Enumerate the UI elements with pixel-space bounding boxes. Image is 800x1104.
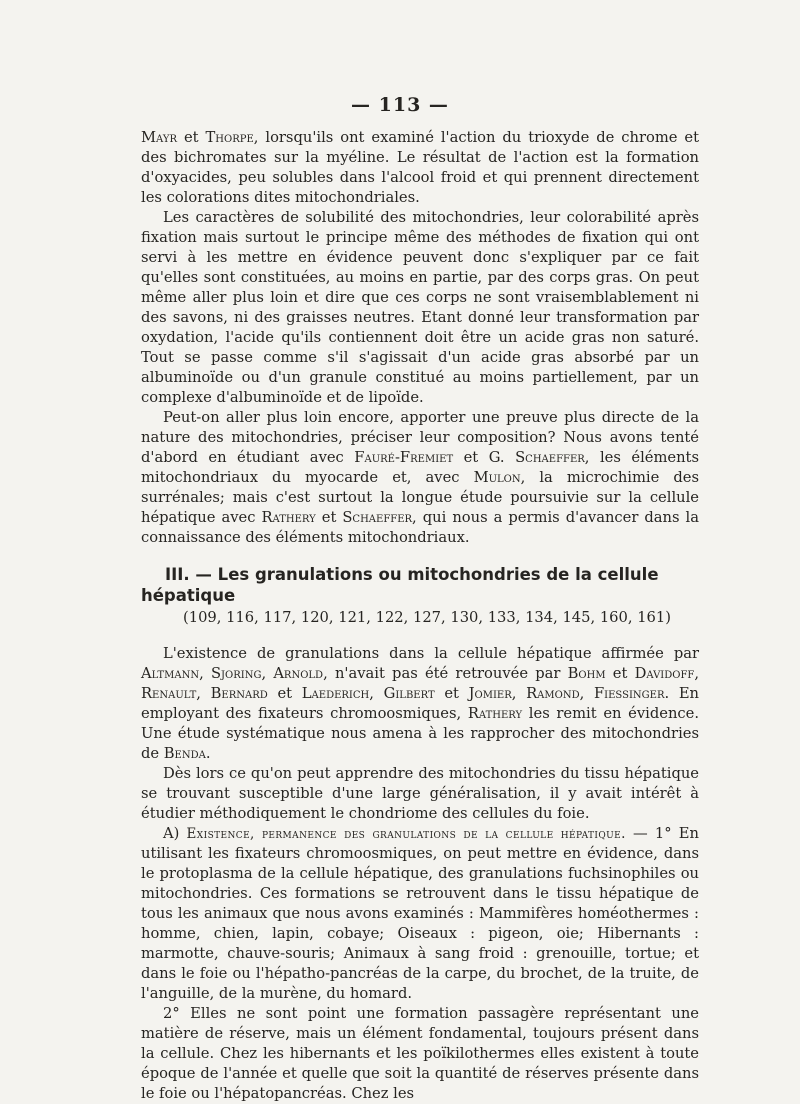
text-run: et G.	[453, 449, 516, 466]
author-name: Fauré-Fremiet	[354, 449, 454, 466]
author-name: Schaeffer	[515, 449, 585, 466]
body-text	[141, 128, 699, 1104]
paragraph	[141, 644, 699, 764]
subsection-heading: Existence, permanence des granulations de la cellule hépatique.	[186, 826, 626, 842]
section-paragraphs	[141, 644, 699, 1104]
text-run: ,	[199, 665, 211, 682]
author-name: Rathery	[261, 509, 316, 526]
author-name: Benda	[163, 745, 206, 762]
intro-paragraphs	[141, 128, 699, 548]
author-name: Thorpe	[205, 129, 254, 146]
author-name: Laederich	[301, 685, 370, 702]
paragraph	[141, 408, 699, 548]
text-run: ,	[579, 685, 594, 702]
text-run: Dès lors ce qu'on peut apprendre des mitochondries du tissu hépatique se trouvant susceptible d'une large généralisation, il y avait intérêt à étudier méthodiquement le chondriome des cellules du foie.	[141, 765, 699, 822]
author-name: Rathery	[467, 705, 523, 722]
text-run: — 1° En utilisant les fixateurs chromoosmiques, on peut mettre en évidence, dans le protoplasma de la cellule hépatique, des granulations fuchsinophiles ou mitochondries. Ces formations se retrouvent dans le tissu hépatique de tous les animaux que nous avons examinés : Mammifères homéothermes : homme, chien, lapin, cobaye; Oiseaux : pigeon, oie; Hibernants : marmotte, chauve-souris; Animaux à sang froid : grenouille, tortue; et dans le foie ou l'hépatho-pancréas de la carpe, du brochet, de la truite, de l'anguille, de la murène, du homard.	[141, 825, 699, 1002]
text-run: ,	[511, 685, 527, 702]
author-name: Gilbert	[383, 685, 435, 702]
section-references: (109, 116, 117, 120, 121, 122, 127, 130, 133, 134, 145, 160, 161)	[183, 609, 671, 626]
text-run: ,	[694, 665, 700, 682]
author-name: Mayr	[141, 129, 177, 146]
text-run: les remit en évidence. Une étude systématique nous amena à les rapprocher des mitochondries de	[141, 705, 699, 762]
author-name: Bernard	[210, 685, 268, 702]
author-name: Renault	[141, 685, 197, 702]
author-name: Schaeffer	[342, 509, 413, 526]
author-name: Ramond	[526, 685, 580, 702]
paragraph	[141, 128, 699, 208]
author-name: Fiessinger	[593, 685, 665, 702]
text-run: , lorsqu'ils ont examiné l'action du trioxyde de chrome et des bichromates sur la myéline. Le résultat de l'action est la formation d'oxyacides, peu solubles dans l'alcool froid et qui prennent directement les colorations dites mitochondriales.	[141, 129, 699, 206]
text-run: , n'avait pas été retrouvée par	[323, 665, 568, 682]
text-run: L'existence de granulations dans la cellule hépatique affirmée par	[163, 645, 699, 662]
text-run: et	[315, 509, 343, 526]
section-heading: III. — Les granulations ou mitochondries de la cellule hépatique	[141, 565, 659, 605]
text-run: , la microchimie des surrénales; mais c'est surtout la longue étude poursuivie sur la cellule hépatique avec	[141, 469, 699, 526]
text-run: Peut-on aller plus loin encore, apporter une preuve plus directe de la nature des mitochondries, préciser leur composition? Nous avons tenté d'abord en étudiant avec	[141, 409, 699, 466]
text-run: et	[267, 685, 302, 702]
author-name: Sjoring	[210, 665, 262, 682]
paragraph	[141, 824, 699, 1004]
text-run: Les caractères de solubilité des mitochondries, leur colorabilité après fixation mais surtout le principe même des méthodes de fixation qui ont servi à les mettre en évidence peuvent donc s'expliquer par ce fait qu'elles sont constituées, au moins en partie, par des corps gras. On peut même aller plus loin et dire que ces corps ne sont vraisemblablement ni des savons, ni des graisses neutres. Etant donné leur transformation par oxydation, l'acide qu'ils contiennent doit être un acide gras non saturé. Tout se passe comme s'il s'agissait d'un acide gras absorbé par un albuminoïde ou d'un granule constitué au moins partiellement, par un complexe d'albuminoïde et de lipoïde.	[141, 209, 699, 406]
text-run: ,	[196, 685, 211, 702]
paragraph	[141, 1004, 699, 1104]
text-run: et	[605, 665, 635, 682]
paragraph	[141, 208, 699, 408]
text-run: . En employant des fixateurs chromoosmiques,	[141, 685, 700, 722]
author-name: Bohm	[567, 665, 606, 682]
text-run: 2° Elles ne sont point une formation passagère représentant une matière de réserve, mais un élément fondamental, toujours présent dans la cellule. Chez les hibernants et les poïkilothermes elles existent à toute époque de l'année et quelle que soit la quantité de réserves présente dans le foie ou l'hépatopancréas. Chez les	[141, 1005, 699, 1102]
text-run: , les éléments mitochondriaux du myocarde et, avec	[141, 449, 699, 486]
author-name: Jomier	[468, 685, 512, 702]
text-run: ,	[369, 685, 384, 702]
text-run: et	[177, 129, 206, 146]
author-name: Arnold	[273, 665, 324, 682]
text-run: , qui nous a permis d'avancer dans la connaissance des éléments mitochondriaux.	[141, 509, 700, 546]
author-name: Davidoff	[634, 665, 695, 682]
text-run: A)	[163, 825, 187, 842]
paragraph	[141, 764, 699, 824]
text-run: .	[205, 745, 211, 762]
text-run: et	[434, 685, 469, 702]
author-name: Altmann	[141, 665, 200, 682]
author-name: Mulon	[473, 469, 521, 486]
text-run: ,	[261, 665, 274, 682]
page-number: — 113 —	[351, 94, 449, 116]
